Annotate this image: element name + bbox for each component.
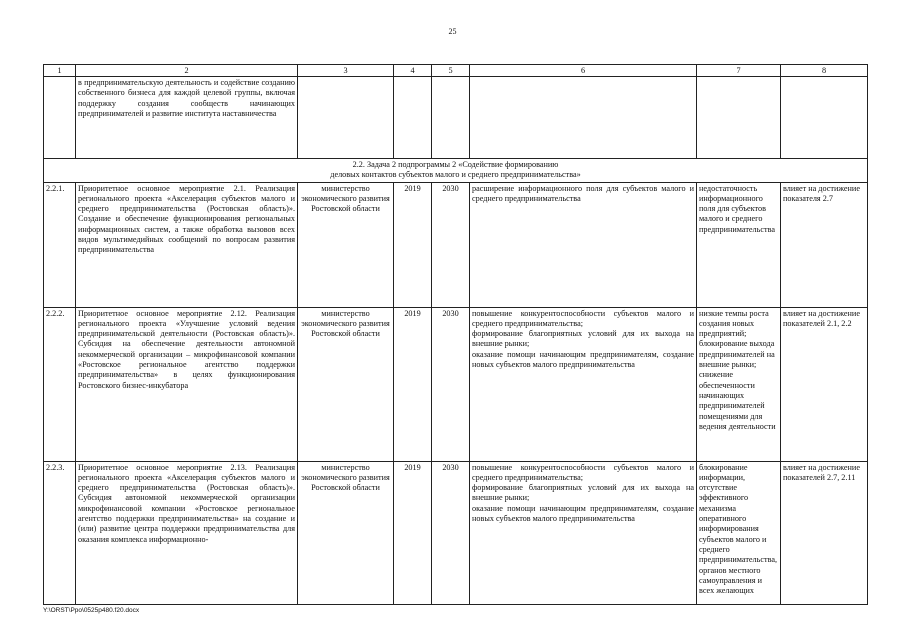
end-year-cell: 2030 [432, 461, 470, 604]
section-heading [44, 159, 868, 183]
section-heading-line2: деловых контактов субъектов малого и среднего предпринимательства» [330, 170, 581, 180]
start-year-cell: 2019 [394, 307, 432, 461]
cell-empty [697, 77, 781, 159]
relation-cell: влияет на достижение показателей 2.1, 2.2 [781, 307, 868, 461]
header-cell: 7 [697, 65, 781, 77]
header-cell: 2 [76, 65, 298, 77]
activity-cell: Приоритетное основное мероприятие 2.12. Реализация регионального проекта «Улучшение условий ведения предпринимательской деятельности (Ростовская область)». Субсидия на обеспечение деятельности автономной некоммерческой организации – микрофинансовой компании «Ростовское региональное агентство поддержки предпринимательства» в целях функционирования Ростовского бизнес-инкубатора [76, 307, 298, 461]
consequence-cell: недостаточность информационного поля для субъектов малого и среднего предпринимательства [697, 182, 781, 307]
result-cell: расширение информационного поля для субъектов малого и среднего предпринимательства [470, 182, 697, 307]
cell-empty [781, 77, 868, 159]
end-year-cell: 2030 [432, 307, 470, 461]
row-number: 2.2.3. [44, 461, 76, 604]
cell-empty [394, 77, 432, 159]
executor-cell: министерство экономического развития Ростовской области [298, 461, 394, 604]
table-row [44, 307, 868, 461]
section-heading-line1: 2.2. Задача 2 подпрограммы 2 «Содействие формированию [352, 160, 559, 169]
executor-cell: министерство экономического развития Ростовской области [298, 182, 394, 307]
header-cell: 6 [470, 65, 697, 77]
activity-cell: Приоритетное основное мероприятие 2.1. Реализация регионального проекта «Акселерация субъектов малого и среднего предпринимательства (Ростовская область)». Создание и обеспечение функционирования региональных информационных систем, а также обработка вызовов всех видов мультимедийных сообщений по вопросам развития предпринимательства [76, 182, 298, 307]
cell-empty [44, 77, 76, 159]
start-year-cell: 2019 [394, 461, 432, 604]
cell-empty [298, 77, 394, 159]
header-cell: 8 [781, 65, 868, 77]
program-table [43, 64, 868, 605]
section-heading-row [44, 159, 868, 183]
activity-cell: Приоритетное основное мероприятие 2.13. Реализация регионального проекта «Акселерация субъектов малого и среднего предпринимательства (Ростовская область)». Субсидия автономной некоммерческой организации микрофинансовой компании «Ростовское региональное агентство поддержки предпринимательства» на создание и (или) развитие центра поддержки предпринимательства для оказания комплекса информационно- [76, 461, 298, 604]
consequence-cell: блокирование информации, отсутствие эффективного механизма оперативного информирования субъектов малого и среднего предпринимательства, органов местного самоуправления и всех желающих [697, 461, 781, 604]
header-cell: 5 [432, 65, 470, 77]
row-number: 2.2.2. [44, 307, 76, 461]
continuation-row [44, 77, 868, 159]
header-cell: 4 [394, 65, 432, 77]
consequence-cell: низкие темпы роста создания новых предприятий; блокирование выхода предпринимателей на внешние рынки; снижение обеспеченности начинающих предпринимателей помещениями для ведения деятельности [697, 307, 781, 461]
page-number: 25 [448, 27, 457, 36]
header-cell: 1 [44, 65, 76, 77]
start-year-cell: 2019 [394, 182, 432, 307]
file-path-footer: Y:\ORST\Ppo\0525p480.f20.docx [43, 607, 140, 614]
result-cell: повышение конкурентоспособности субъектов малого и среднего предпринимательства; формирование благоприятных условий для их выхода на внешние рынки; оказание помощи начинающим предпринимателям, создание новых субъектов малого предпринимательства [470, 307, 697, 461]
executor-cell: министерство экономического развития Ростовской области [298, 307, 394, 461]
end-year-cell: 2030 [432, 182, 470, 307]
row-number: 2.2.1. [44, 182, 76, 307]
relation-cell: влияет на достижение показателя 2.7 [781, 182, 868, 307]
continuation-activity-cell: в предпринимательскую деятельность и содействие созданию собственного бизнеса для каждой целевой группы, включая поддержку создания сообществ начинающих предпринимателей и развитие института наставничества [76, 77, 298, 159]
header-row [44, 65, 868, 77]
table-row [44, 461, 868, 604]
relation-cell: влияет на достижение показателей 2.7, 2.11 [781, 461, 868, 604]
result-cell: повышение конкурентоспособности субъектов малого и среднего предпринимательства; формирование благоприятных условий для их выхода на внешние рынки; оказание помощи начинающим предпринимателям, создание новых субъектов малого предпринимательства [470, 461, 697, 604]
header-cell: 3 [298, 65, 394, 77]
table-row [44, 182, 868, 307]
cell-empty [432, 77, 470, 159]
cell-empty [470, 77, 697, 159]
